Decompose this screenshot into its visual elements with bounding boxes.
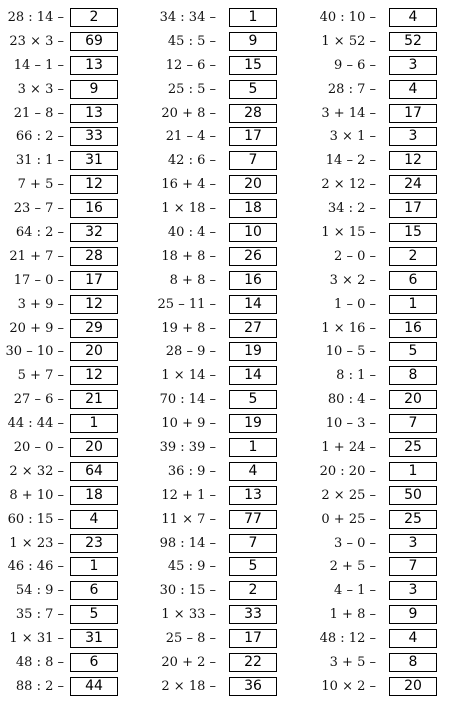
problem-row bbox=[152, 604, 302, 628]
answer-box[interactable]: 19 bbox=[229, 414, 277, 433]
answer-box[interactable]: 7 bbox=[389, 557, 437, 576]
problem-row bbox=[0, 533, 150, 557]
problem-expression: 80 : 4 – bbox=[327, 392, 376, 408]
problem-expression: 25 – 8 – bbox=[165, 631, 216, 647]
answer-box[interactable]: 31 bbox=[70, 629, 118, 648]
problem-row bbox=[312, 556, 454, 580]
answer-box[interactable]: 1 bbox=[389, 462, 437, 481]
problem-expression: 2 × 18 – bbox=[161, 678, 216, 694]
problem-expression: 28 : 14 – bbox=[7, 10, 64, 25]
problem-expression: 27 – 6 – bbox=[13, 392, 64, 408]
answer-box[interactable]: 28 bbox=[70, 247, 118, 266]
problem-expression: 70 : 14 – bbox=[159, 392, 216, 408]
problem-expression: 1 × 18 – bbox=[161, 201, 216, 217]
answer-box[interactable]: 9 bbox=[389, 605, 437, 624]
problem-row bbox=[0, 341, 150, 365]
answer-box[interactable]: 13 bbox=[70, 56, 118, 75]
problem-expression: 1 × 23 – bbox=[9, 535, 64, 551]
problem-expression: 18 + 8 – bbox=[161, 248, 216, 264]
problem-row bbox=[312, 365, 454, 389]
problem-expression: 28 – 9 – bbox=[165, 344, 216, 360]
problem-expression: 21 – 8 – bbox=[13, 105, 64, 121]
problem-row bbox=[312, 222, 454, 246]
answer-box[interactable]: 17 bbox=[389, 199, 437, 218]
problem-row bbox=[312, 246, 454, 270]
problem-row bbox=[0, 580, 150, 604]
problem-expression: 11 × 7 – bbox=[161, 511, 216, 527]
problem-row bbox=[152, 126, 302, 150]
problem-expression: 48 : 12 – bbox=[319, 631, 376, 647]
answer-box[interactable]: 10 bbox=[229, 223, 277, 242]
problem-row bbox=[312, 341, 454, 365]
problem-expression: 2 + 5 – bbox=[329, 559, 376, 575]
answer-box[interactable]: 16 bbox=[229, 271, 277, 290]
problem-expression: 28 : 7 – bbox=[327, 81, 376, 97]
answer-box[interactable]: 17 bbox=[70, 271, 118, 290]
answer-box[interactable]: 3 bbox=[389, 127, 437, 146]
problem-row bbox=[152, 389, 302, 413]
problem-row bbox=[0, 294, 150, 318]
problem-expression: 1 + 8 – bbox=[329, 607, 376, 623]
problem-expression: 1 × 16 – bbox=[321, 320, 376, 336]
problem-column-1 bbox=[0, 7, 150, 700]
answer-box[interactable]: 64 bbox=[70, 462, 118, 481]
problem-row bbox=[152, 628, 302, 652]
answer-box[interactable]: 2 bbox=[229, 581, 277, 600]
answer-box[interactable]: 28 bbox=[229, 104, 277, 123]
problem-row bbox=[152, 294, 302, 318]
problem-row bbox=[152, 318, 302, 342]
problem-row bbox=[152, 461, 302, 485]
answer-box[interactable]: 7 bbox=[229, 534, 277, 553]
problem-row bbox=[312, 437, 454, 461]
problem-row bbox=[0, 365, 150, 389]
problem-expression: 8 : 1 – bbox=[336, 368, 376, 384]
answer-box[interactable]: 36 bbox=[229, 677, 277, 696]
problem-row bbox=[0, 628, 150, 652]
problem-row bbox=[152, 79, 302, 103]
problem-row bbox=[0, 604, 150, 628]
problem-expression: 98 : 14 – bbox=[159, 535, 216, 551]
answer-box[interactable]: 17 bbox=[229, 629, 277, 648]
problem-expression: 34 : 34 – bbox=[159, 10, 216, 25]
problem-expression: 21 – 4 – bbox=[165, 129, 216, 145]
answer-box[interactable]: 5 bbox=[70, 605, 118, 624]
problem-expression: 0 + 25 – bbox=[321, 511, 376, 527]
problem-row bbox=[152, 413, 302, 437]
problem-expression: 14 – 2 – bbox=[325, 153, 376, 169]
problem-row bbox=[152, 7, 302, 31]
answer-box[interactable]: 2 bbox=[70, 8, 118, 27]
problem-expression: 1 × 31 – bbox=[9, 631, 64, 647]
problem-row bbox=[0, 126, 150, 150]
problem-row bbox=[312, 485, 454, 509]
problem-expression: 5 + 7 – bbox=[17, 368, 64, 384]
problem-row bbox=[312, 79, 454, 103]
problem-row bbox=[312, 103, 454, 127]
problem-expression: 20 + 8 – bbox=[161, 105, 216, 121]
problem-row bbox=[312, 652, 454, 676]
answer-box[interactable]: 31 bbox=[70, 151, 118, 170]
problem-row bbox=[0, 556, 150, 580]
problem-expression: 3 × 3 – bbox=[17, 81, 64, 97]
answer-box[interactable]: 1 bbox=[70, 557, 118, 576]
answer-box[interactable]: 1 bbox=[389, 295, 437, 314]
answer-box[interactable]: 8 bbox=[389, 366, 437, 385]
problem-row bbox=[312, 389, 454, 413]
problem-expression: 45 : 5 – bbox=[167, 33, 216, 49]
problem-expression: 31 : 1 – bbox=[15, 153, 64, 169]
answer-box[interactable]: 1 bbox=[229, 8, 277, 27]
problem-expression: 2 × 12 – bbox=[321, 177, 376, 193]
problem-expression: 1 × 52 – bbox=[321, 33, 376, 49]
answer-box[interactable]: 3 bbox=[389, 581, 437, 600]
problem-row bbox=[0, 437, 150, 461]
problem-expression: 3 + 9 – bbox=[17, 296, 64, 312]
problem-row bbox=[152, 55, 302, 79]
problem-row bbox=[152, 365, 302, 389]
problem-row bbox=[312, 31, 454, 55]
answer-box[interactable]: 33 bbox=[70, 127, 118, 146]
problem-expression: 14 – 1 – bbox=[13, 57, 64, 73]
answer-box[interactable]: 29 bbox=[70, 319, 118, 338]
answer-box[interactable]: 19 bbox=[229, 342, 277, 361]
answer-box[interactable]: 21 bbox=[70, 390, 118, 409]
answer-box[interactable]: 16 bbox=[389, 319, 437, 338]
problem-expression: 16 + 4 – bbox=[161, 177, 216, 193]
answer-box[interactable]: 12 bbox=[70, 295, 118, 314]
problem-expression: 44 : 44 – bbox=[7, 416, 64, 432]
answer-box[interactable]: 20 bbox=[389, 677, 437, 696]
problem-row bbox=[152, 31, 302, 55]
problem-expression: 25 – 11 – bbox=[157, 296, 216, 312]
problem-row bbox=[152, 437, 302, 461]
answer-box[interactable]: 14 bbox=[229, 366, 277, 385]
answer-box[interactable]: 4 bbox=[389, 8, 437, 27]
answer-box[interactable]: 12 bbox=[389, 151, 437, 170]
answer-box[interactable]: 33 bbox=[229, 605, 277, 624]
problem-expression: 2 – 0 – bbox=[334, 248, 376, 264]
problem-row bbox=[312, 294, 454, 318]
problem-expression: 9 – 6 – bbox=[334, 57, 376, 73]
answer-box[interactable]: 69 bbox=[70, 32, 118, 51]
problem-row bbox=[152, 580, 302, 604]
problem-expression: 12 + 1 – bbox=[161, 487, 216, 503]
problem-row bbox=[312, 7, 454, 31]
problem-row bbox=[312, 533, 454, 557]
problem-expression: 23 – 7 – bbox=[13, 201, 64, 217]
problem-expression: 3 × 1 – bbox=[329, 129, 376, 145]
problem-expression: 66 : 2 – bbox=[15, 129, 64, 145]
problem-expression: 10 + 9 – bbox=[161, 416, 216, 432]
problem-expression: 1 × 15 – bbox=[321, 225, 376, 241]
problem-row bbox=[312, 270, 454, 294]
problem-expression: 34 : 2 – bbox=[327, 201, 376, 217]
problem-row bbox=[0, 7, 150, 31]
problem-row bbox=[152, 150, 302, 174]
problem-row bbox=[312, 461, 454, 485]
answer-box[interactable]: 15 bbox=[389, 223, 437, 242]
problem-expression: 1 – 0 – bbox=[334, 296, 376, 312]
problem-expression: 3 + 14 – bbox=[321, 105, 376, 121]
problem-row bbox=[152, 174, 302, 198]
problem-row bbox=[152, 341, 302, 365]
answer-box[interactable]: 25 bbox=[389, 438, 437, 457]
problem-row bbox=[152, 533, 302, 557]
answer-box[interactable]: 32 bbox=[70, 223, 118, 242]
problem-expression: 25 : 5 – bbox=[167, 81, 216, 97]
problem-expression: 30 : 15 – bbox=[159, 583, 216, 599]
problem-expression: 1 + 24 – bbox=[321, 440, 376, 456]
problem-expression: 54 : 9 – bbox=[15, 583, 64, 599]
answer-box[interactable]: 3 bbox=[389, 56, 437, 75]
problem-row bbox=[0, 413, 150, 437]
problem-row bbox=[152, 103, 302, 127]
problem-expression: 20 + 9 – bbox=[9, 320, 64, 336]
answer-box[interactable]: 18 bbox=[229, 199, 277, 218]
problem-expression: 48 : 8 – bbox=[15, 655, 64, 671]
answer-box[interactable]: 26 bbox=[229, 247, 277, 266]
problem-row bbox=[0, 389, 150, 413]
problem-expression: 45 : 9 – bbox=[167, 559, 216, 575]
problem-row bbox=[0, 676, 150, 700]
answer-box[interactable]: 22 bbox=[229, 653, 277, 672]
problem-row bbox=[312, 580, 454, 604]
answer-box[interactable]: 52 bbox=[389, 32, 437, 51]
problem-expression: 23 × 3 – bbox=[9, 33, 64, 49]
answer-box[interactable]: 27 bbox=[229, 319, 277, 338]
problem-expression: 20 : 20 – bbox=[319, 463, 376, 479]
problem-row bbox=[312, 676, 454, 700]
problem-expression: 3 + 5 – bbox=[329, 655, 376, 671]
answer-box[interactable]: 17 bbox=[229, 127, 277, 146]
problem-expression: 20 – 0 – bbox=[13, 440, 64, 456]
answer-box[interactable]: 44 bbox=[70, 677, 118, 696]
problem-expression: 4 – 1 – bbox=[334, 583, 376, 599]
answer-box[interactable]: 50 bbox=[389, 486, 437, 505]
problem-row bbox=[0, 652, 150, 676]
problem-row bbox=[312, 174, 454, 198]
problem-expression: 10 – 3 – bbox=[325, 416, 376, 432]
problem-expression: 19 + 8 – bbox=[161, 320, 216, 336]
problem-column-2 bbox=[152, 7, 302, 700]
problem-row bbox=[312, 55, 454, 79]
answer-box[interactable]: 23 bbox=[70, 534, 118, 553]
answer-box[interactable]: 4 bbox=[70, 510, 118, 529]
answer-box[interactable]: 9 bbox=[70, 80, 118, 99]
problem-expression: 12 – 6 – bbox=[165, 57, 216, 73]
problem-row bbox=[0, 246, 150, 270]
problem-row bbox=[312, 126, 454, 150]
answer-box[interactable]: 4 bbox=[389, 629, 437, 648]
problem-row bbox=[152, 509, 302, 533]
problem-expression: 1 × 33 – bbox=[161, 607, 216, 623]
problem-expression: 7 + 5 – bbox=[17, 177, 64, 193]
problem-expression: 8 + 10 – bbox=[9, 487, 64, 503]
problem-row bbox=[0, 55, 150, 79]
problem-row bbox=[0, 103, 150, 127]
problem-row bbox=[152, 270, 302, 294]
problem-expression: 88 : 2 – bbox=[15, 678, 64, 694]
problem-row bbox=[0, 150, 150, 174]
problem-row bbox=[0, 222, 150, 246]
answer-box[interactable]: 20 bbox=[389, 390, 437, 409]
answer-box[interactable]: 6 bbox=[70, 653, 118, 672]
problem-expression: 39 : 39 – bbox=[159, 440, 216, 456]
problem-expression: 10 – 5 – bbox=[325, 344, 376, 360]
problem-row bbox=[0, 318, 150, 342]
answer-box[interactable]: 1 bbox=[70, 414, 118, 433]
answer-box[interactable]: 5 bbox=[229, 557, 277, 576]
answer-box[interactable]: 6 bbox=[389, 271, 437, 290]
answer-box[interactable]: 12 bbox=[70, 366, 118, 385]
problem-expression: 8 + 8 – bbox=[169, 272, 216, 288]
answer-box[interactable]: 3 bbox=[389, 534, 437, 553]
problem-expression: 10 × 2 – bbox=[321, 678, 376, 694]
problem-expression: 60 : 15 – bbox=[7, 511, 64, 527]
answer-box[interactable]: 5 bbox=[229, 80, 277, 99]
problem-expression: 46 : 46 – bbox=[7, 559, 64, 575]
answer-box[interactable]: 4 bbox=[389, 80, 437, 99]
problem-row bbox=[0, 509, 150, 533]
problem-row bbox=[0, 461, 150, 485]
problem-expression: 3 × 2 – bbox=[329, 272, 376, 288]
answer-box[interactable]: 7 bbox=[229, 151, 277, 170]
problem-expression: 35 : 7 – bbox=[15, 607, 64, 623]
answer-box[interactable]: 20 bbox=[70, 342, 118, 361]
answer-box[interactable]: 8 bbox=[389, 653, 437, 672]
answer-box[interactable]: 15 bbox=[229, 56, 277, 75]
problem-expression: 17 – 0 – bbox=[13, 272, 64, 288]
problem-row bbox=[0, 79, 150, 103]
problem-expression: 42 : 6 – bbox=[167, 153, 216, 169]
answer-box[interactable]: 20 bbox=[70, 438, 118, 457]
problem-row bbox=[0, 31, 150, 55]
problem-row bbox=[152, 676, 302, 700]
answer-box[interactable]: 17 bbox=[389, 104, 437, 123]
answer-box[interactable]: 16 bbox=[70, 199, 118, 218]
answer-box[interactable]: 5 bbox=[389, 342, 437, 361]
problem-row bbox=[312, 198, 454, 222]
answer-box[interactable]: 18 bbox=[70, 486, 118, 505]
problem-row bbox=[0, 174, 150, 198]
problem-row bbox=[312, 318, 454, 342]
problem-expression: 21 + 7 – bbox=[9, 248, 64, 264]
answer-box[interactable]: 13 bbox=[229, 486, 277, 505]
problem-column-3 bbox=[312, 7, 454, 700]
problem-row bbox=[152, 652, 302, 676]
problem-expression: 1 × 14 – bbox=[161, 368, 216, 384]
problem-expression: 2 × 25 – bbox=[321, 487, 376, 503]
answer-box[interactable]: 4 bbox=[229, 462, 277, 481]
problem-row bbox=[0, 270, 150, 294]
problem-expression: 3 – 0 – bbox=[334, 535, 376, 551]
answer-box[interactable]: 12 bbox=[70, 175, 118, 194]
problem-expression: 2 × 32 – bbox=[9, 463, 64, 479]
answer-box[interactable]: 9 bbox=[229, 32, 277, 51]
answer-box[interactable]: 13 bbox=[70, 104, 118, 123]
problem-row bbox=[0, 198, 150, 222]
problem-expression: 20 + 2 – bbox=[161, 655, 216, 671]
answer-box[interactable]: 24 bbox=[389, 175, 437, 194]
answer-box[interactable]: 2 bbox=[389, 247, 437, 266]
problem-row bbox=[312, 509, 454, 533]
problem-row bbox=[312, 413, 454, 437]
answer-box[interactable]: 20 bbox=[229, 175, 277, 194]
problem-row bbox=[312, 628, 454, 652]
problem-row bbox=[152, 485, 302, 509]
problem-expression: 36 : 9 – bbox=[167, 463, 216, 479]
problem-row bbox=[152, 246, 302, 270]
answer-box[interactable]: 5 bbox=[229, 390, 277, 409]
problem-expression: 40 : 10 – bbox=[319, 10, 376, 25]
answer-box[interactable]: 25 bbox=[389, 510, 437, 529]
problem-expression: 40 : 4 – bbox=[167, 225, 216, 241]
answer-box[interactable]: 14 bbox=[229, 295, 277, 314]
problem-row bbox=[312, 604, 454, 628]
problem-row bbox=[152, 556, 302, 580]
answer-box[interactable]: 7 bbox=[389, 414, 437, 433]
problem-expression: 64 : 2 – bbox=[15, 225, 64, 241]
problem-row bbox=[152, 222, 302, 246]
problem-row bbox=[312, 150, 454, 174]
answer-box[interactable]: 6 bbox=[70, 581, 118, 600]
answer-box[interactable]: 1 bbox=[229, 438, 277, 457]
answer-box[interactable]: 77 bbox=[229, 510, 277, 529]
problem-row bbox=[152, 198, 302, 222]
problem-row bbox=[0, 485, 150, 509]
problem-expression: 30 – 10 – bbox=[5, 344, 64, 360]
